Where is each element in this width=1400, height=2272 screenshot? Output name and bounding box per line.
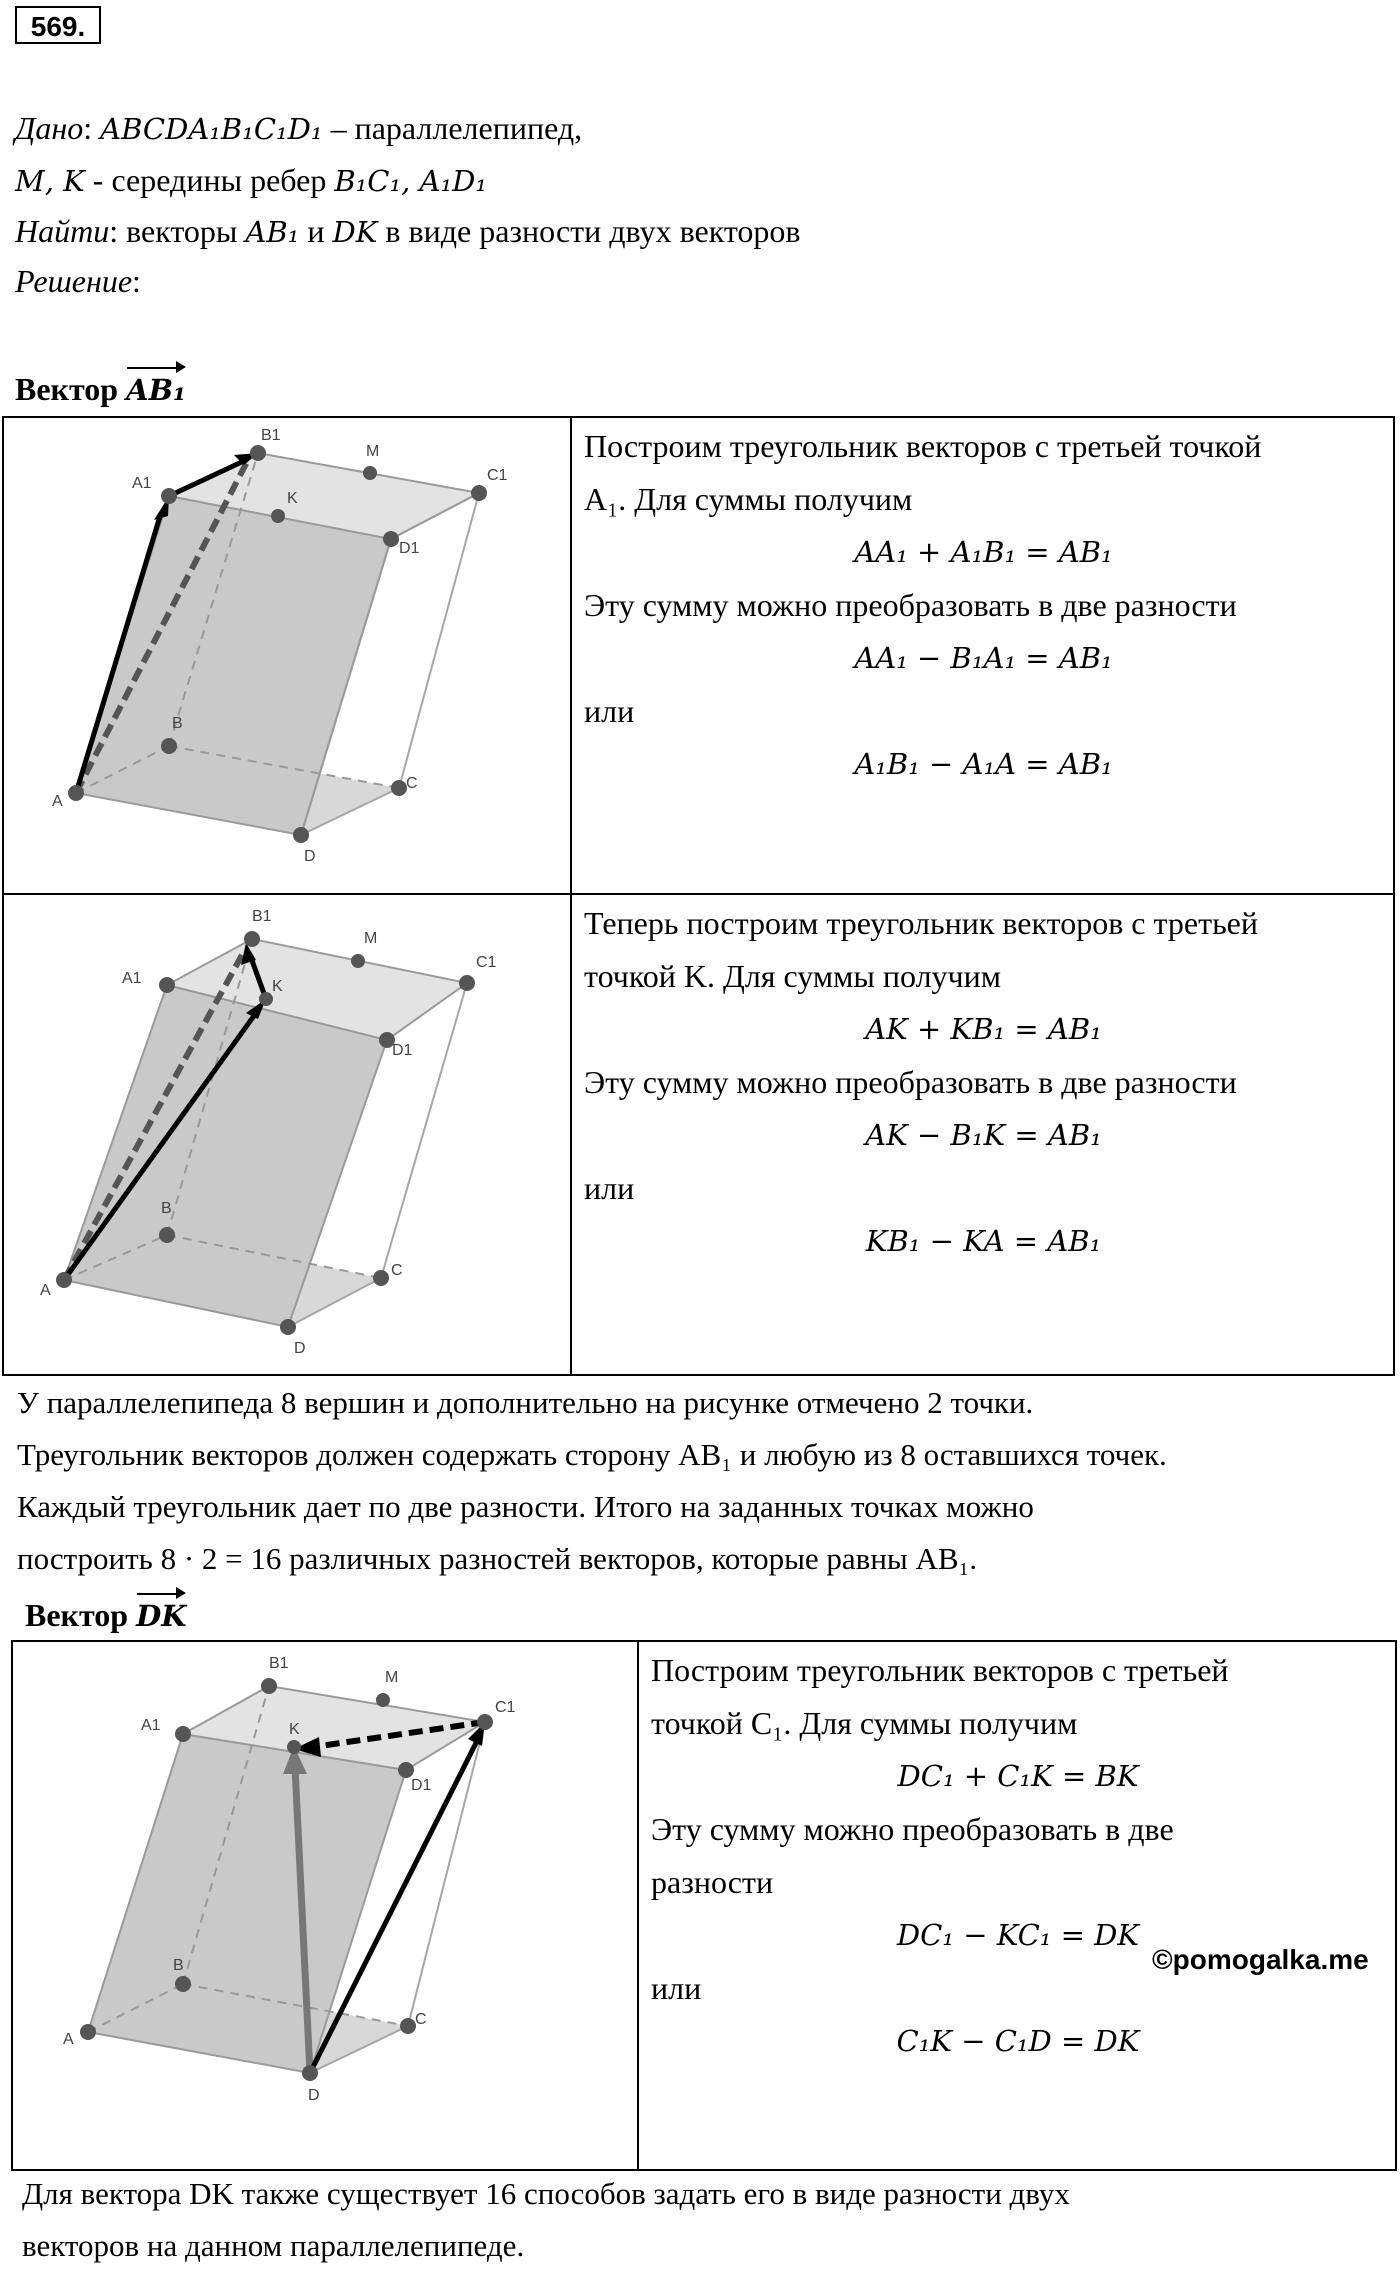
svg-text:C: C xyxy=(406,775,418,792)
svg-text:K: K xyxy=(287,490,298,507)
text-cell-3: Построим треугольник векторов с третьей точкой C₁. Для суммы получим DC₁ + C₁K = BK Эту сумму можно преобразовать в две разности DC₁ − KC₁ = DK или C₁K − C₁D = DK ©pomogalka.me xyxy=(638,1641,1396,2170)
svg-text:B: B xyxy=(173,1957,184,1974)
svg-text:C: C xyxy=(415,2011,427,2028)
svg-text:D1: D1 xyxy=(392,1042,413,1059)
midpoints-line: M, K - середины ребер B₁C₁, A₁D₁ xyxy=(15,162,487,198)
section2-note: Для вектора DK также существует 16 способов задать его в виде разности двух векторов на данном параллелепипеде. xyxy=(22,2176,1070,2263)
text-cell-1: Построим треугольник векторов с третьей точкой A₁. Для суммы получим AA₁ + A₁B₁ = AB₁ Эту сумму можно преобразовать в две разности AA₁ − B₁A₁ = AB₁ или A₁B₁ − A₁A = AB₁ xyxy=(571,417,1394,894)
svg-text:C1: C1 xyxy=(487,467,508,484)
svg-text:A: A xyxy=(63,2031,74,2048)
section1-note: У параллелепипеда 8 вершин и дополнительно на рисунке отмечено 2 точки. Треугольник векторов должен содержать сторону AB₁ и любую из 8 оставшихся точек. Каждый треугольник дает по две разности. Итого на заданных точках можно построить 8 · 2 = 16 различных разностей векторов, которые равны AB₁. xyxy=(17,1385,1167,1576)
svg-text:B1: B1 xyxy=(252,908,272,925)
solution-label: Решение: xyxy=(15,263,141,299)
find-line: Найти: векторы AB₁ и DK в виде разности двух векторов xyxy=(15,213,801,249)
svg-text:B1: B1 xyxy=(261,427,281,444)
label-A: A xyxy=(52,793,63,810)
svg-text:D: D xyxy=(308,2087,320,2104)
svg-text:B: B xyxy=(172,715,183,732)
watermark: ©pomogalka.me xyxy=(1152,1944,1369,1975)
given-line: Дано: ABCDA₁B₁C₁D₁ – параллелепипед, xyxy=(15,110,583,146)
svg-text:D: D xyxy=(294,1340,306,1357)
svg-text:M: M xyxy=(366,443,380,460)
svg-text:D: D xyxy=(304,848,316,865)
svg-text:A1: A1 xyxy=(141,1717,161,1734)
section1-heading: Вектор AB₁ xyxy=(15,366,186,410)
problem-number: 569. xyxy=(15,6,101,44)
svg-text:K: K xyxy=(289,1721,300,1738)
svg-text:K: K xyxy=(272,978,283,995)
equation: AA₁ + A₁B₁ = AB₁ xyxy=(854,535,1113,569)
svg-text:B1: B1 xyxy=(269,1655,289,1672)
svg-text:A1: A1 xyxy=(132,475,152,492)
svg-text:D1: D1 xyxy=(399,540,420,557)
figure-cell-2 xyxy=(3,894,571,1375)
svg-text:C: C xyxy=(391,1262,403,1279)
section2-heading: Вектор DK xyxy=(25,1592,186,1636)
svg-text:A1: A1 xyxy=(122,970,142,987)
parallelepiped-figure-2 xyxy=(4,895,570,1369)
svg-text:M: M xyxy=(364,930,378,947)
svg-text:C1: C1 xyxy=(495,1699,516,1716)
section2-table xyxy=(11,1640,1397,2171)
svg-text:M: M xyxy=(385,1669,399,1686)
figure-cell-1 xyxy=(3,417,571,894)
parallelepiped-figure-1 xyxy=(4,418,570,888)
text-cell-2: Теперь построим треугольник векторов с третьей точкой K. Для суммы получим AK + KB₁ = AB₁ Эту сумму можно преобразовать в две разности AK − B₁K = AB₁ или KB₁ − KA = AB₁ xyxy=(571,894,1394,1375)
svg-text:D1: D1 xyxy=(411,1777,432,1794)
section1-table xyxy=(2,416,1395,1376)
parallelepiped-figure-3 xyxy=(13,1642,637,2164)
figure-cell-3 xyxy=(12,1641,638,2170)
svg-text:A: A xyxy=(40,1282,51,1299)
svg-text:C1: C1 xyxy=(476,954,497,971)
svg-text:B: B xyxy=(161,1200,172,1217)
